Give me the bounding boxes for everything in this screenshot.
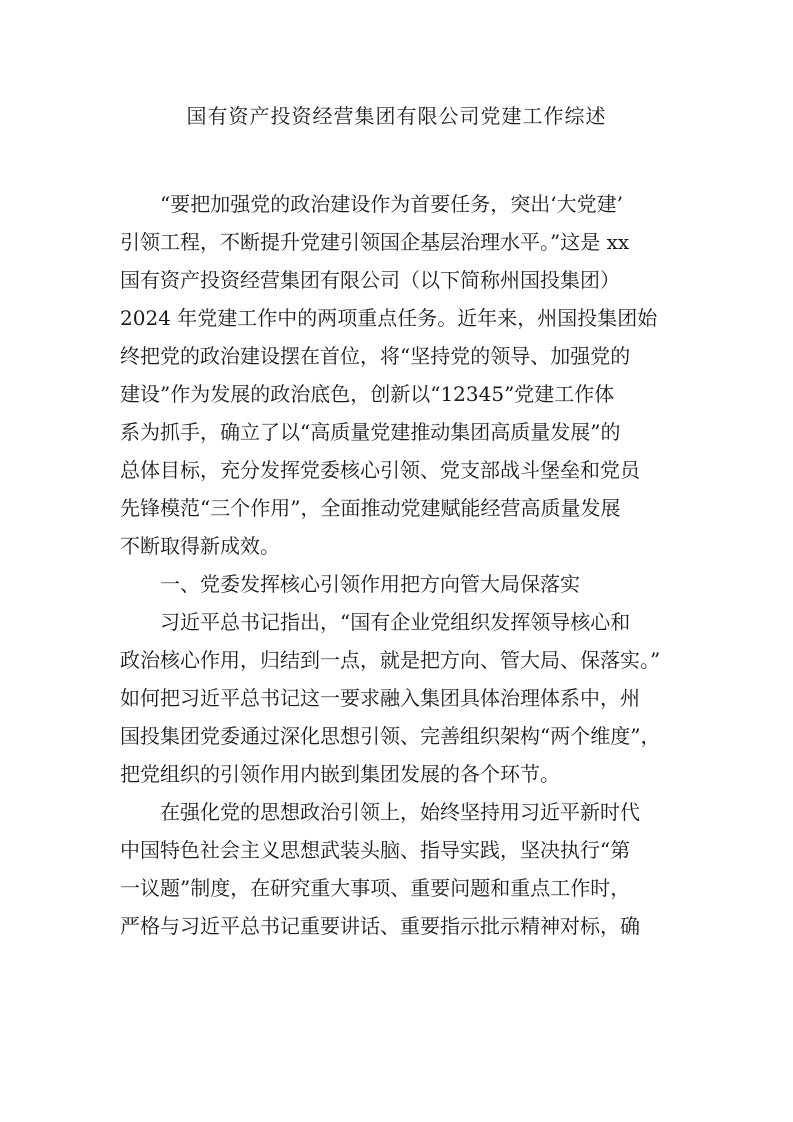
document-title: 国有资产投资经营集团有限公司党建工作综述 xyxy=(186,104,607,128)
text-line: 总体目标，充分发挥党委核心引领、党支部战斗堡垒和党员 xyxy=(120,458,640,482)
paragraph xyxy=(120,185,680,565)
paragraph xyxy=(120,603,680,793)
text-line: “要把加强党的政治建设作为首要任务，突出‘大党建’ xyxy=(160,192,623,216)
text-line: 2024 年党建工作中的两项重点任务。近年来，州国投集团始 xyxy=(120,306,658,330)
text-line: 不断取得新成效。 xyxy=(120,534,280,558)
text-line: 一、党委发挥核心引领作用把方向管大局保落实 xyxy=(160,572,580,596)
document-body xyxy=(120,185,680,945)
text-line: 中国特色社会主义思想武装头脑、指导实践，坚决执行“第 xyxy=(120,838,631,862)
text-line: 政治核心作用，归结到一点，就是把方向、管大局、保落实。” xyxy=(120,648,661,672)
text-line: 终把党的政治建设摆在首位，将“坚持党的领导、加强党的 xyxy=(120,344,631,368)
text-line: 国有资产投资经营集团有限公司（以下简称州国投集团） xyxy=(120,268,620,292)
text-line: 系为抓手，确立了以“高质量党建推动集团高质量发展”的 xyxy=(120,420,621,444)
text-line: 引领工程，不断提升党建引领国企基层治理水平。”这是 xx xyxy=(120,230,630,254)
text-line: 在强化党的思想政治引领上，始终坚持用习近平新时代 xyxy=(160,800,640,824)
text-line: 把党组织的引领作用内嵌到集团发展的各个环节。 xyxy=(120,762,560,786)
text-line: 先锋模范“三个作用”，全面推动党建赋能经营高质量发展 xyxy=(120,496,621,520)
text-line: 习近平总书记指出，“国有企业党组织发挥领导核心和 xyxy=(160,610,631,634)
paragraph xyxy=(120,793,680,945)
text-line: 国投集团党委通过深化思想引领、完善组织架构“两个维度”， xyxy=(120,724,661,748)
paragraph xyxy=(120,565,680,603)
text-line: 严格与习近平总书记重要讲话、重要指示批示精神对标，确 xyxy=(120,914,640,938)
text-line: 建设”作为发展的政治底色，创新以“12345”党建工作体 xyxy=(120,382,615,406)
text-line: 如何把习近平总书记这一要求融入集团具体治理体系中，州 xyxy=(120,686,640,710)
text-line: 一议题”制度，在研究重大事项、重要问题和重点工作时， xyxy=(120,876,631,900)
